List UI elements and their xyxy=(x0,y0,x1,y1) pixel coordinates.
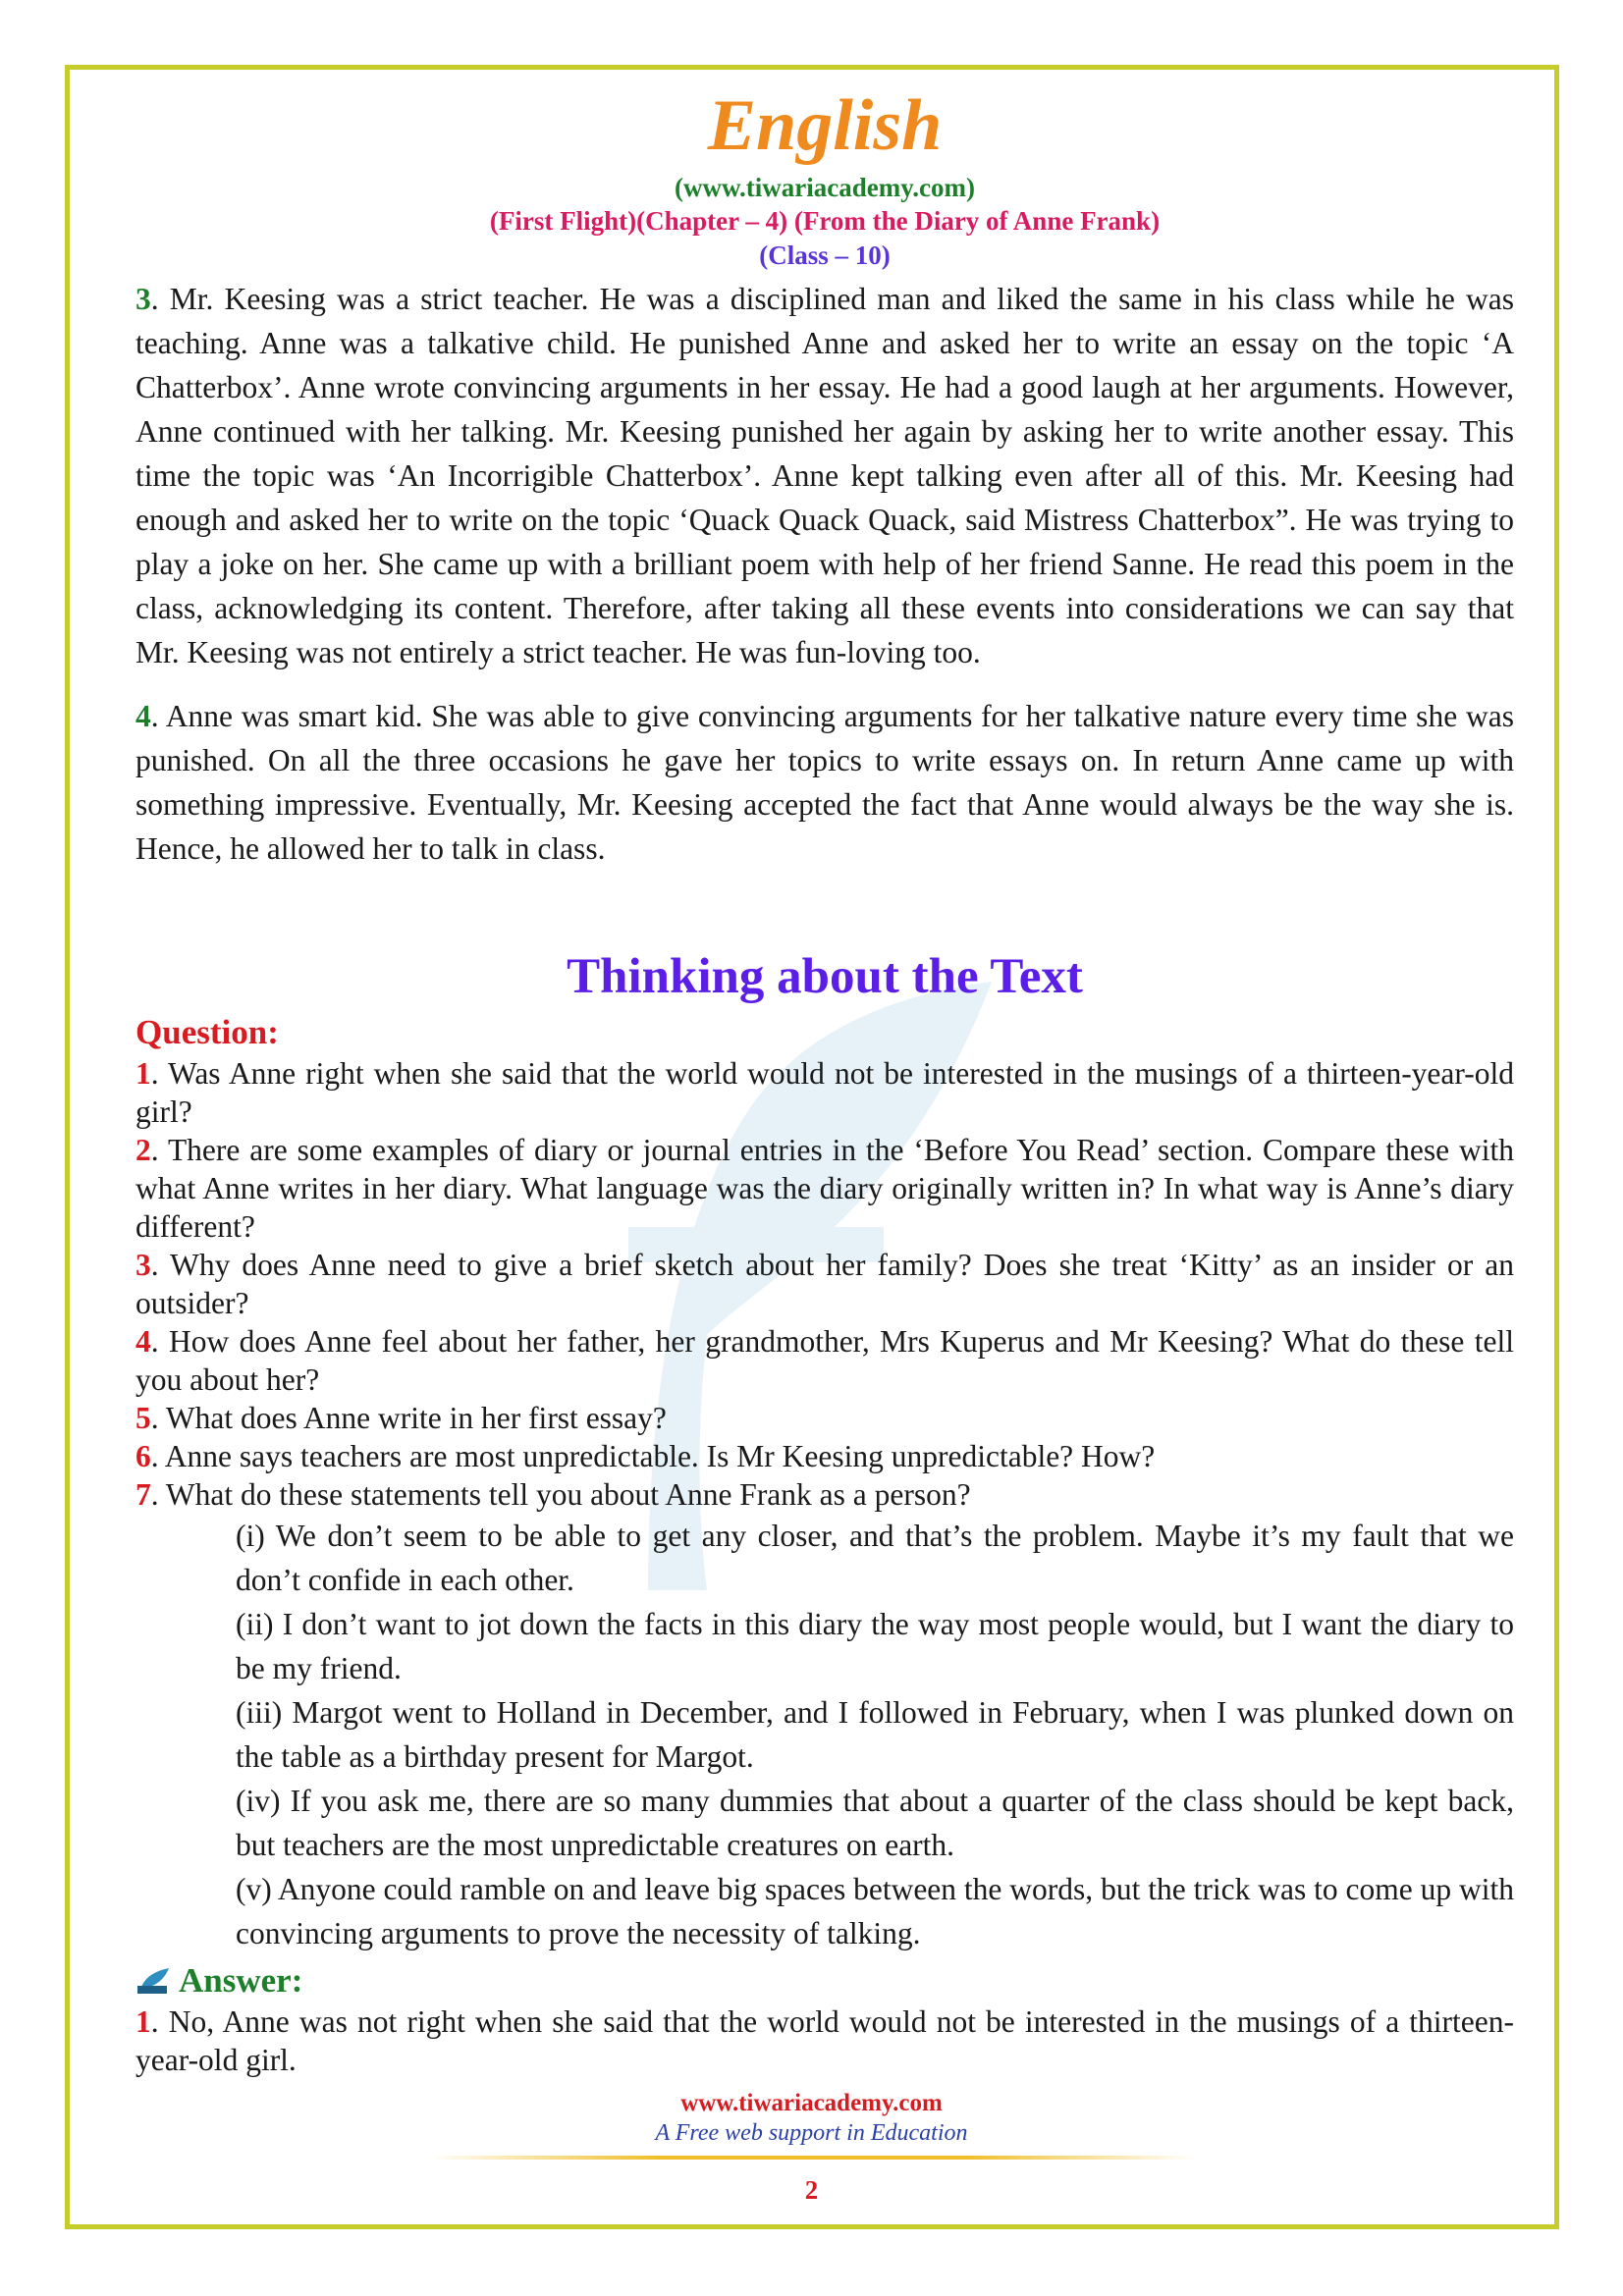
question-number: 3 xyxy=(135,1247,151,1282)
answer-label: Answer: xyxy=(179,1960,303,2000)
question-item xyxy=(135,1437,1514,1475)
answer-text: . No, Anne was not right when she said that the world would not be interested in the musings of a thirteen-year-old girl. xyxy=(135,2003,1514,2077)
paragraph-text: . Mr. Keesing was a strict teacher. He was a disciplined man and liked the same in his class while he was teaching. Anne was a talkative child. He punished Anne and asked her to write an essay on the topic ‘A Chatterbox’. Anne wrote convincing arguments in her essay. He had a good laugh at her arguments. However, Anne continued with her talking. Mr. Keesing punished her again by asking her to write another essay. This time the topic was ‘An Incorrigible Chatterbox’. Anne kept talking even after all of this. Mr. Keesing had enough and asked her to write on the topic ‘Quack Quack Quack, said Mistress Chatterbox”. He was trying to play a joke on her. She came up with a brilliant poem with help of her friend Sanne. He read this poem in the class, acknowledging its content. Therefore, after taking all these events into considerations we can say that Mr. Keesing was not entirely a strict teacher. He was fun-loving too. xyxy=(135,281,1514,669)
question-number: 4 xyxy=(135,1323,151,1359)
paragraph-text: . Anne was smart kid. She was able to give convincing arguments for her talkative nature every time she was punished. On all the three occasions he gave her topics to write essays on. In return Anne came up with something impressive. Eventually, Mr. Keesing accepted the fact that Anne would always be the way she is. Hence, he allowed her to talk in class. xyxy=(135,698,1514,866)
footer-divider xyxy=(429,2156,1195,2160)
leaf-icon xyxy=(135,1966,171,1996)
question-item xyxy=(135,1054,1514,1131)
question-text: . How does Anne feel about her father, her grandmother, Mrs Kuperus and Mr Keesing? What do these tell you about her? xyxy=(135,1323,1514,1397)
answer-number: 1 xyxy=(135,2003,151,2039)
statement-iv: (iv) If you ask me, there are so many dummies that about a quarter of the class should be kept back, but teachers are the most unpredictable creatures on earth. xyxy=(236,1783,1514,1862)
page-footer xyxy=(0,2089,1623,2206)
question-number: 7 xyxy=(135,1476,151,1512)
question-number: 6 xyxy=(135,1438,151,1473)
statement-v: (v) Anyone could ramble on and leave big spaces between the words, but the trick was to come up with convincing arguments to prove the necessity of talking. xyxy=(236,1871,1514,1950)
paragraph-number: 3 xyxy=(135,281,151,316)
question-text: . Anne says teachers are most unpredictable. Is Mr Keesing unpredictable? How? xyxy=(150,1438,1156,1473)
question-item xyxy=(135,1246,1514,1322)
answer-heading xyxy=(135,1959,1514,2002)
page-title: English xyxy=(707,85,943,166)
question-text: . What do these statements tell you about Anne Frank as a person? xyxy=(150,1476,971,1512)
page-header xyxy=(135,82,1514,271)
question-number: 5 xyxy=(135,1400,151,1435)
page-content xyxy=(135,77,1514,2079)
statement-i: (i) We don’t seem to be able to get any closer, and that’s the problem. Maybe it’s my fault that we don’t confide in each other. xyxy=(236,1518,1514,1597)
question-text: . What does Anne write in her first essay? xyxy=(150,1400,667,1435)
page-number: 2 xyxy=(804,2175,819,2205)
footer-site-link[interactable]: www.tiwariacademy.com xyxy=(680,2090,943,2116)
footer-tagline: A Free web support in Education xyxy=(655,2120,968,2146)
header-site-link[interactable]: (www.tiwariacademy.com) xyxy=(675,172,975,202)
statement-iii: (iii) Margot went to Holland in December, and I followed in February, when I was plunked down on the table as a birthday present for Margot. xyxy=(236,1694,1514,1774)
chapter-info: (First Flight)(Chapter – 4) (From the Diary of Anne Frank) xyxy=(489,206,1161,237)
question-item xyxy=(135,1475,1514,1514)
answer-paragraph-4 xyxy=(135,694,1514,871)
question-number: 2 xyxy=(135,1132,151,1167)
statement-ii: (ii) I don’t want to jot down the facts in this diary the way most people would, but I want the diary to be my friend. xyxy=(236,1606,1514,1685)
answer-paragraph-3 xyxy=(135,277,1514,674)
question-item xyxy=(135,1131,1514,1246)
question-label: Question: xyxy=(135,1013,279,1052)
section-title: Thinking about the Text xyxy=(567,948,1083,1004)
question-text: . There are some examples of diary or journal entries in the ‘Before You Read’ section. Compare these with what Anne writes in her diary. What language was the diary originally written in? In what way is Anne’s diary different? xyxy=(135,1132,1514,1244)
class-info: (Class – 10) xyxy=(759,240,891,270)
question-number: 1 xyxy=(135,1055,151,1091)
question-text: . Was Anne right when she said that the world would not be interested in the musings of a thirteen-year-old girl? xyxy=(135,1055,1514,1129)
paragraph-number: 4 xyxy=(135,698,151,733)
answer-item xyxy=(135,2002,1514,2079)
question-text: . Why does Anne need to give a brief sketch about her family? Does she treat ‘Kitty’ as an insider or an outsider? xyxy=(135,1247,1514,1320)
question-item xyxy=(135,1322,1514,1399)
question-item xyxy=(135,1399,1514,1437)
